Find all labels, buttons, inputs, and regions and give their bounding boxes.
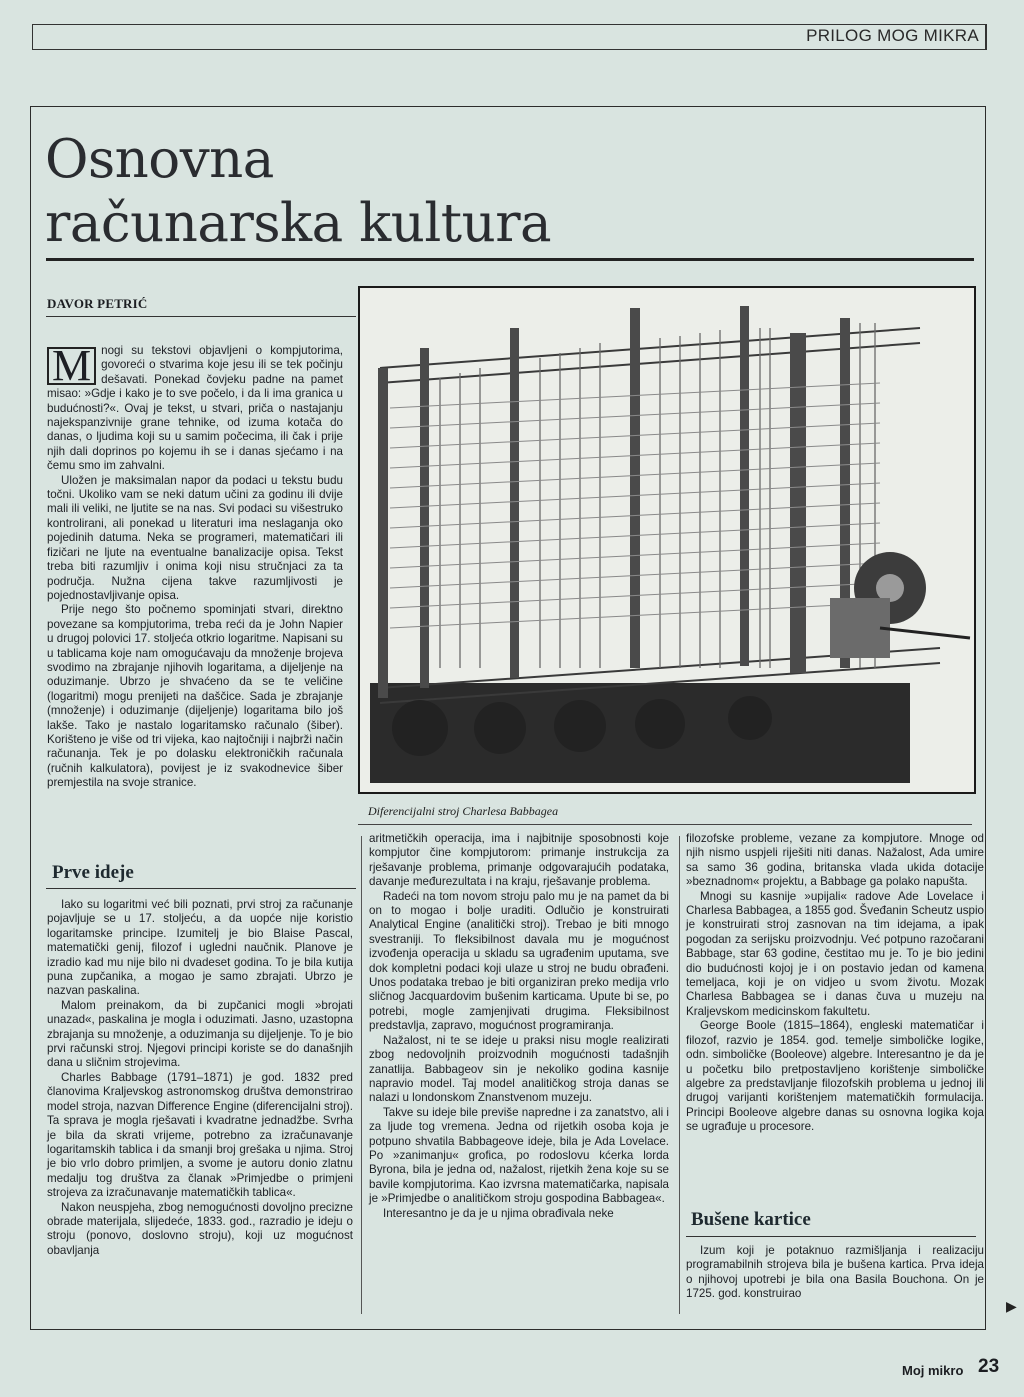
intro-paragraph-3: Prije nego što počnemo spominjati stvari, direktno povezane sa kompjutorima, treba reći da je John Napier u drugoj polovici 17. stoljeća otkrio logaritme. Napisani su u tablicama koje nam omogućavaju da množenje brojeva svodimo na zbrajanje njihovih logaritama, a dijeljenje na oduzimanje. Ubrzo je shvaćeno da se te veličine (logaritmi) mogu prenijeti na daščice. Sada je zbrajanje (množenje) i oduzimanje (dijeljenje) logaritama bilo još lakše. Tako je nastalo logaritamsko računalo (šiber). Korišteno je više od tri vijeka, kao najtočniji i najbrži način računanja. Tek je po dolasku elektroničkih računala (ručnih kalkulatora), povijest je iz svakodnevice šiber premjestila na svoje stranice.: [47, 603, 343, 790]
intro-paragraph-2: Uložen je maksimalan napor da podaci u tekstu budu točni. Ukoliko vam se neki datum učini za godinu ili dvije mali ili veliki, ne ljutite se na nas. Svi podaci su višestruko kontrolirani, ali ponekad u literaturi ima neslaganja oko pojedinih datuma. Neka se programeri, matematičari ili fizičari ne ljute na eventualne banalizacije opisa. Tekst treba biti razumljiv i onima koji nisu stručnjaci za ta područja. Nužna cijena takve razumljivosti je pojednostavljivanje opisa.: [47, 473, 343, 602]
caption-rule: [358, 824, 972, 825]
author-rule: [46, 316, 356, 317]
difference-engine-photo: [358, 286, 976, 794]
intro-paragraph-1: [47, 341, 343, 474]
section-title-prve-ideje: Prve ideje: [52, 862, 134, 883]
col3-paragraph-3: George Boole (1815–1864), engleski matematičar i filozof, razvio je 1854. god. temelje simboličke logike, odn. simboličke (Booleove) algebre. Interesantno je da je u početku bilo pretpostavljeno korištenje simboličke algebre za predstavljanje filozofskih problema u jednoj ili drugoj varijanti korištenjem matematičkih formulacija. Principi Booleove algebre danas su osnovna logika koja se ugrađuje u procesore.: [686, 1019, 984, 1134]
intro-column: [47, 341, 343, 791]
col2-paragraph-4: Takve su ideje bile previše napredne i za zanatstvo, ali i za ljude tog vremena. Jedna od rijetkih osoba koja je potpuno shvatila Babbageove ideje, bila je Ada Lovelace. Po »zanimanju« grofica, po rodoslovu kćerka lorda Byrona, bila je jedna od, nažalost, rijetkih žena koje su se bavile kompjutorima. Kao izvrsna matematičarka, napisala je »Primjedbe o analitičkom stroju gospodina Babbagea«.: [369, 1105, 669, 1206]
prve-ideje-paragraph-2: Malom preinakom, da bi zupčanici mogli »brojati unazad«, paskalina je mogla i oduzimati. Jasno, uzastopna zbrajanja su množenje, a oduzimanja su dijeljenje. To je bio prvi računski stroj. Njegovi principi koriste se do današnjih dana u sličnim strojevima.: [47, 998, 353, 1070]
footer-magazine-name: Moj mikro: [902, 1363, 964, 1378]
column-divider-2: [679, 836, 680, 1314]
continue-arrow-icon: ▶: [1006, 1298, 1017, 1314]
prve-ideje-paragraph-3: Charles Babbage (1791–1871) je god. 1832 pred članovima Kraljevskog astronomskog društva demonstrirao model stroja, nazvan Difference Engine (diferencijalni stroj). Ta sprava je mogla rješavati i kvadratne jednadžbe. Svrha je bila da skrati vrijeme, potrebno za izračunavanje logaritamskih tablica i da smanji broj grešaka u njima. Stroj je bio vrlo dobro primljen, a svome je autoru donio zlatnu medalju tog društva za članak »Primjedbe o primjeni strojeva za izračunavanje matematičkih tablica«.: [47, 1070, 353, 1200]
machine-illustration: [360, 288, 974, 792]
busene-kartice-column: [686, 1244, 984, 1302]
col2-paragraph-2: Radeći na tom novom stroju palo mu je na pamet da bi on to mogao i bolje uraditi. Odlučio je konstruirati Analytical Engine (analitički stroj). Trebao je biti mnogo svestraniji. To fleksibilnost davala mu je mogućnost izvođenja operacija u skladu sa ugrađenim uputama, sve dok kompletni podaci koji ulaze u stroj ne budu obrađeni. Unos podataka trebao je biti organiziran preko medija vrlo sličnog Jacquardovim bušenim karticama. Upute bi se, po potrebi, mogle zamjenjivati drugima. Fleksibilnost predstavlja, zapravo, mogućnost programiranja.: [369, 889, 669, 1033]
title-line-1: Osnovna: [45, 129, 274, 190]
title-line-2: računarska kultura: [45, 193, 552, 254]
article-title: [45, 128, 665, 256]
title-rule: [46, 258, 974, 261]
author-name: DAVOR PETRIĆ: [47, 296, 148, 311]
column-divider-1: [361, 836, 362, 1314]
column-3: [686, 832, 984, 1135]
section-rule-1: [46, 888, 356, 889]
col3-paragraph-1: filozofske probleme, vezane za kompjutore. Mnoge od njih nismo uspjeli riješiti niti danas. Nažalost, Ada umire sa samo 36 godina, britanska vlada ukida dotacije »beznadnom« projektu, a Babbage ga polako napušta.: [686, 832, 984, 889]
photo-caption: Diferencijalni stroj Charlesa Babbagea: [368, 804, 559, 818]
col2-paragraph-1: aritmetičkih operacija, ima i najbitnije sposobnosti koje kompjutor čine kompjutorom: primanje instrukcija za rješavanje problema, primanje odgovarajućih podataka, davanje međurezultata i na kraju, rješavanje problema.: [369, 832, 669, 889]
intro-text-1: nogi su tekstovi objavljeni o kompjutorima, govoreći o stvarima koje jesu ili se tek počinju dešavati. Ponekad čovjeku padne na pamet misao: »Gdje i kako je to sve počelo, i da li ima granica u budućnosti?«. Ovaj je tekst, u stvari, priča o nastajanju najekspanzivnije grane tehnike, od izuma kotača do danas, o ljudima koji su u samim počecima, ili čak i prije njih dali doprinos po kojemu ih se i danas sjećamo i na čemu smo im zahvalni.: [47, 344, 343, 473]
column-2: [369, 832, 669, 1221]
prve-ideje-column: [47, 898, 353, 1258]
prve-ideje-paragraph-1: Iako su logaritmi već bili poznati, prvi stroj za računanje pojavljuje se u 17. stoljeću, a da uopće nije koristio logaritamske principe. Izumitelj je bio Blaise Pascal, matematički genij, filozof i ugledni naučnik. Planove je izradio kad mu nije bilo ni dvadeset godina. To je bila kutija puna zupčanika, a mogao je samo zbrajati. Ubrzo je nazvan paskalina.: [47, 898, 353, 998]
col2-paragraph-3: Nažalost, ni te se ideje u praksi nisu mogle realizirati zbog nedovoljnih proizvodnih mogućnosti tadašnjih zanatlija. Babbageov sin je nekoliko godina kasnije napravio model. Taj model analitičkog stroja danas se nalazi u londonskom Znanstvenom muzeju.: [369, 1033, 669, 1105]
section-rule-2: [686, 1236, 976, 1237]
col3-paragraph-2: Mnogi su kasnije »upijali« radove Ade Lovelace i Charlesa Babbagea, a 1855 god. Šveđanin Scheutz uspio je konstruirati stroj zasnovan na tim idejama, a ipak pogodan za serijsku proizvodnju. Već potpuno razočarani Babbage, star 63 godine, čestitao mu je. To je bio jedini dio budućnosti kojoj je i on postavio jedan od kamena temeljaca, koji je on vidjeo u svom životu. Mozak Charlesa Babbagea se i danas čuva u muzeju na Kraljevskom medicinskom fakultetu.: [686, 889, 984, 1018]
prve-ideje-paragraph-4: Nakon neuspjeha, zbog nemogućnosti dovoljno precizne obrade materijala, slijedeće, 1833. god., razradio je ideju o stroju (ponovo, doslovno stroju), koji uz mogućnost obavljanja: [47, 1200, 353, 1257]
section-title-busene-kartice: Bušene kartice: [691, 1209, 811, 1230]
header-bar: [32, 24, 987, 50]
footer-page-number: 23: [978, 1356, 1000, 1377]
section-label: PRILOG MOG MIKRA: [806, 26, 979, 45]
busene-kartice-paragraph-1: Izum koji je potaknuo razmišljanja i realizaciju programabilnih strojeva bila je bušena kartica. Prva ideja o njihovoj upotrebi je bila ona Basila Bouchona. On je 1725. god. konstruirao: [686, 1244, 984, 1301]
col2-paragraph-5: Interesantno je da je u njima obrađivala neke: [383, 1206, 614, 1220]
drop-cap: M: [47, 347, 96, 385]
